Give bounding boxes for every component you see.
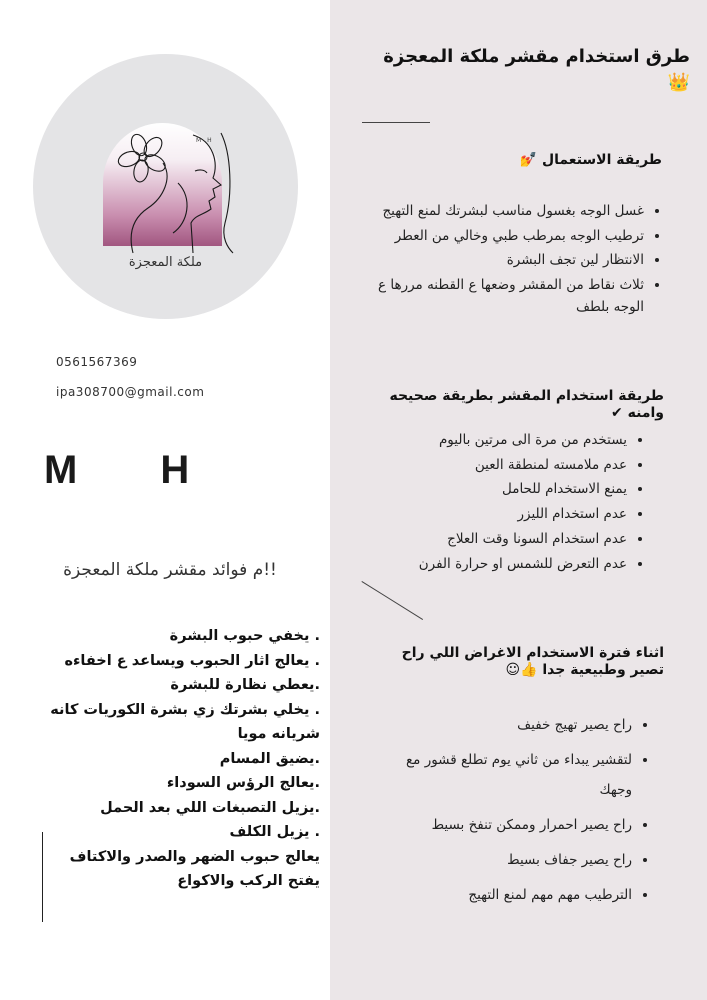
thumbs-up-smile-icon: 👍☺ — [505, 662, 538, 678]
contact-email: ipa308700@gmail.com — [56, 385, 205, 399]
list-item: • غسل الوجه بغسول مناسب لبشرتك لمنع التهيج — [372, 200, 644, 223]
logo-initials-small: M H — [196, 137, 214, 144]
list-item: • راح يصير تهيج خفيف — [390, 710, 632, 740]
list-item: .يعالج الرؤس السوداء — [166, 775, 320, 791]
list-item: .يعطي نظارة للبشرة — [170, 677, 320, 693]
brand-initials: M H — [44, 448, 226, 492]
crown-icon: 👑 — [667, 72, 690, 93]
divider-vertical — [42, 832, 43, 922]
list-item: • عدم استخدام الليزر — [360, 502, 627, 527]
list-item: .يضيق المسام — [219, 750, 320, 767]
list-item: • راح يصير جفاف بسيط — [390, 845, 632, 875]
logo-name: ملكة المعجزة — [128, 255, 203, 270]
divider — [362, 122, 430, 123]
list-item: • راح يصير احمرار وممكن تنفخ بسيط — [390, 810, 632, 840]
list-item: • يستخدم من مرة الى مرتين باليوم — [360, 428, 627, 453]
face-line-art-icon — [103, 123, 243, 258]
usage-heading-text: طريقة الاستعمال — [542, 152, 662, 168]
list-item: . يخفي حبوب البشرة — [169, 628, 320, 644]
safe-use-heading-text: طريقة استخدام المقشر بطريقة صحيحه وامنه — [389, 388, 664, 421]
check-mark-icon: ✔ — [611, 405, 623, 421]
list-item: • ثلاث نقاط من المقشر وضعها ع القطنه مررها ع الوجه بلطف — [372, 274, 644, 319]
during-use-heading-text: اثناء فترة الاستخدام الاغراض اللي راح تصير وطبيعية جدا — [401, 645, 664, 678]
list-item: . يزيل الكلف — [229, 824, 320, 840]
benefits-list — [14, 624, 320, 894]
flower-icon — [116, 132, 168, 183]
usage-heading — [440, 152, 662, 168]
list-item: • عدم استخدام السونا وقت العلاج — [360, 527, 627, 552]
list-item: يعالج حبوب الضهر والصدر والاكتاف — [69, 848, 320, 865]
nail-polish-icon: 💅 — [519, 152, 538, 168]
list-item: . يخلي بشرتك زي بشرة الكوريات كانه شريانه مويا — [50, 701, 320, 742]
list-item: • الانتظار لين تجف البشرة — [372, 249, 644, 272]
safe-use-heading — [380, 388, 664, 422]
list-item: • الترطيب مهم مهم لمنع التهيج — [390, 880, 632, 910]
contact-phone: 0561567369 — [56, 355, 138, 369]
list-item: • يمنع الاستخدام للحامل — [360, 477, 627, 502]
list-item: • لتقشير يبداء من ثاني يوم تطلع قشور مع وجهك — [390, 745, 632, 805]
list-item: • ترطيب الوجه بمرطب طبي وخالي من العطر — [372, 225, 644, 248]
page-title — [355, 44, 690, 96]
during-use-heading — [380, 645, 664, 679]
list-item: . يعالج اثار الحبوب ويساعد ع اخفاءه — [64, 652, 320, 669]
safe-use-list — [360, 428, 645, 576]
benefits-title: !!م فوائد مقشر ملكة المعجزة — [63, 560, 277, 580]
list-item: • عدم التعرض للشمس او حرارة الفرن — [360, 552, 627, 577]
page-title-text: طرق استخدام مقشر ملكة المعجزة — [383, 46, 690, 67]
list-item: .يزيل التصبغات اللي بعد الحمل — [100, 799, 320, 816]
usage-list — [372, 200, 662, 321]
during-use-list — [390, 710, 650, 915]
list-item: يفتح الركب والاكواع — [177, 873, 320, 889]
list-item: • عدم ملامسته لمنطقة العين — [360, 453, 627, 478]
